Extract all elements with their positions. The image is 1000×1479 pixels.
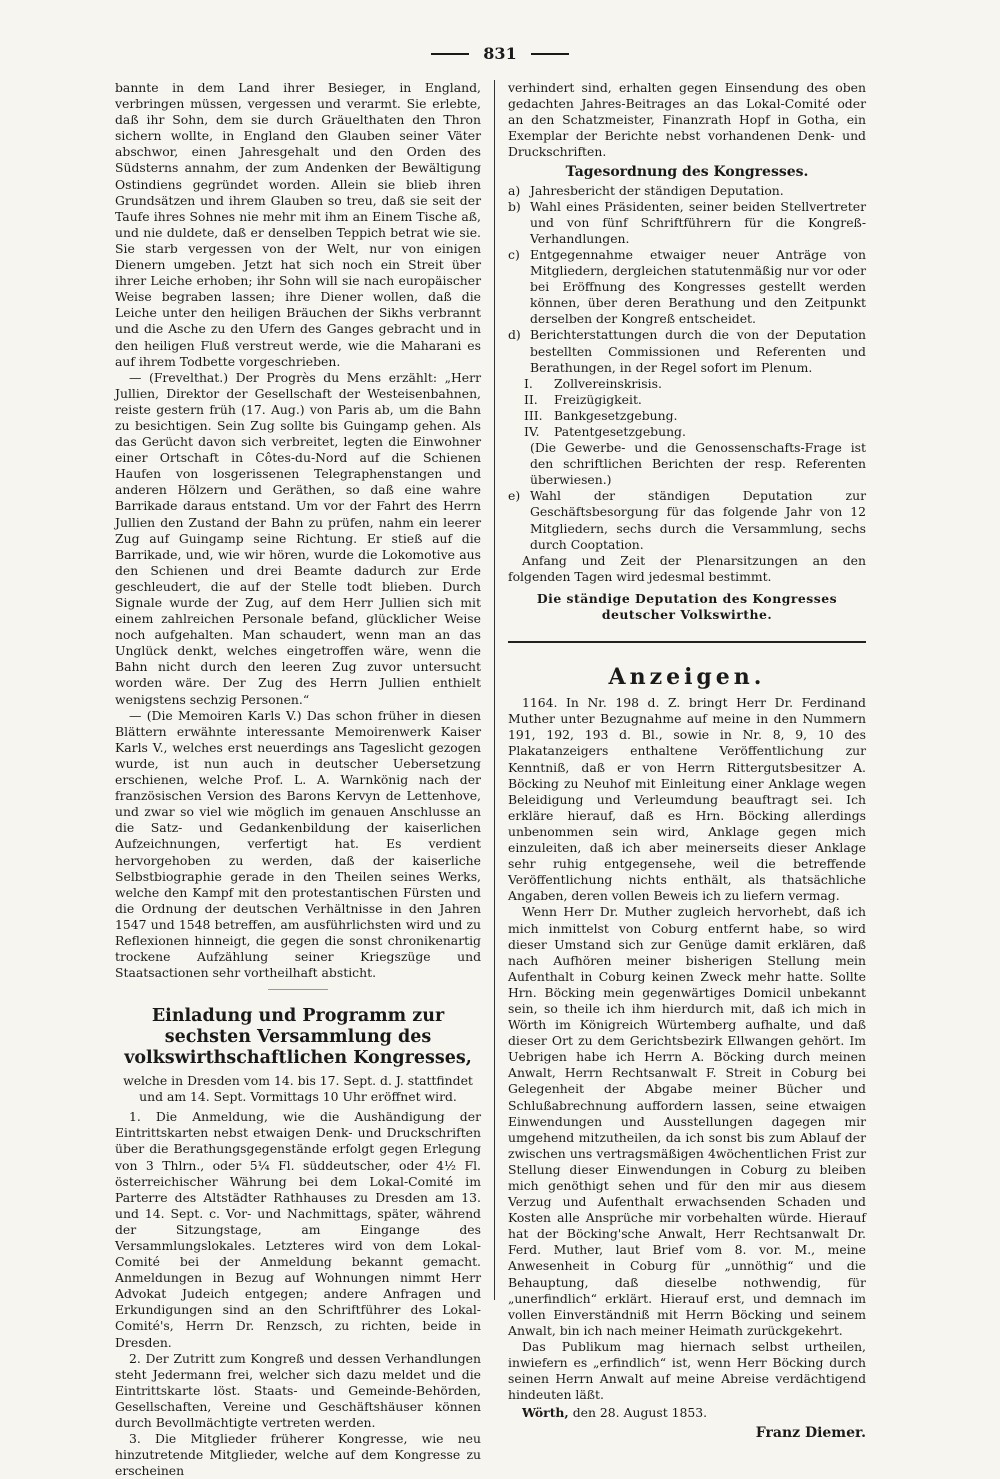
ad-date-line <box>508 1405 866 1421</box>
agenda-item-label: c) <box>508 246 520 262</box>
agenda-item-label: a) <box>508 182 521 198</box>
ad-paragraph: Das Publikum mag hiernach selbst urtheilen, inwiefern es „erfindlich“ ist, wenn Herr Böcking durch seinen Herrn Anwalt auf meine Abreise verdächtigend hindeuten läßt. <box>508 1338 866 1403</box>
ads-title: Anzeigen. <box>608 664 766 691</box>
news-paragraph: — (Frevelthat.) Der Progrès du Mens erzählt: „Herr Jullien, Direktor der Gesellschaft der Westeisenbahnen, reiste gestern früh (17. Aug.) von Paris ab, um die Bahn zu besichtigen. Sein Zug sollte bis Guingamp gehen. Als das Gerücht davon sich verbreitet, legten die Einwohner einer Ortschaft in Côtes-du-Nord auf die Schienen Haufen von losgerissenen Telegraphenstangen und anderen Hölzern und Geräthen, so daß eine wahre Barrikade daraus entstand. Um vor der Fahrt des Herrn Jullien den Zustand der Bahn zu prüfen, nahm ein leerer Zug auf Guingamp seine Richtung. Er stieß auf die Barrikade, und, wie wir hören, wurde die Lokomotive aus den Schienen und drei Beamte dadurch zur Erde geschleudert, die auf der Stelle todt blieben. Durch Signale wurde der Zug, auf dem Herr Jullien sich mit einem zahlreichen Personale befand, glücklicher Weise noch aufgehalten. Man schaudert, wenn man an das Unglück denkt, welches eingetroffen wäre, wenn die Bahn nicht durch den leeren Zug zuvor untersucht worden wäre. Der Zug des Herrn Jullien enthielt wenigstens sechzig Personen.“ <box>115 369 481 707</box>
invitation-subtitle: welche in Dresden vom 14. bis 17. Sept. d. J. stattfindet und am 14. Sept. Vormittags 10 Uhr eröffnet wird. <box>123 1073 473 1105</box>
agenda-subitem <box>508 376 866 392</box>
agenda-item-text: Entgegennahme etwaiger neuer Anträge von Mitgliedern, dergleichen statutenmäßig nur vor oder bei Eröffnung des Kongresses gestellt werden können, über deren Berathung und den Zeitpunkt derselben der Kongreß entscheidet. <box>530 246 866 327</box>
agenda-subitem <box>508 424 866 440</box>
agenda-item-text: Berichterstattungen durch die von der Deputation bestellten Commissionen und Referenten und Berathungen, in der Regel sofort im Plenum. <box>530 327 866 375</box>
page-header <box>0 44 1000 63</box>
agenda-closing: Anfang und Zeit der Plenarsitzungen an den folgenden Tagen wird jedesmal bestimmt. <box>508 552 866 584</box>
agenda-item-label: b) <box>508 198 521 214</box>
ad-place: Wörth, <box>522 1405 569 1421</box>
agenda-item-text: Jahresbericht der ständigen Deputation. <box>530 182 784 198</box>
agenda-item <box>508 199 866 247</box>
news-paragraph: bannte in dem Land ihrer Besieger, in England, verbringen müssen, vergessen und verarmt. Sie erlebte, daß ihr Sohn, dem sie durch Gräuelthaten den Thron sichern wollte, in England den Glauben seiner Väter abschwor, einen Jahresgehalt und den Orden des Südsterns annahm, der zum Andenken der Bewältigung Ostindiens gegründet worden. Allein sie blieb ihren Grundsätzen und ihrem Glauben so treu, daß sie seit der Taufe ihres Sohnes nie mehr mit ihm an Einem Tische aß, und nie duldete, daß er denselben Teppich betrat wie sie. Sie starb vergessen von der Welt, nur von einigen Dienern umgeben. Jetzt hat sich noch ein Streit über ihrer Leiche erhoben; ihr Sohn will sie nach europäischer Weise begraben lassen; ihre Diener wollen, daß die Leiche unter den heiligen Bräuchen der Sikhs verbrannt und die Asche zu den Ufern des Ganges gebracht und in den heiligen Fluß verstreut werde, wie die Maharani es auf ihrem Todbette vorgeschrieben. <box>115 80 481 369</box>
agenda-subitem-text: Bankgesetzgebung. <box>554 407 678 423</box>
column-divider <box>494 80 495 1300</box>
section-divider <box>268 989 328 990</box>
agenda-subitem <box>508 408 866 424</box>
right-column <box>508 80 866 1442</box>
ad-paragraph: Wenn Herr Dr. Muther zugleich hervorhebt, daß ich mich inmittelst von Coburg entfernt habe, so wird dieser Umstand sich zur Genüge damit erklären, daß nach Aufhören meiner bisherigen Stellung mein Aufenthalt in Coburg keinen Zweck mehr hatte. Sollte Hrn. Böcking mein gegenwärtiges Domicil unbekannt sein, so theile ich ihm hierdurch mit, daß ich mich in Wörth im Königreich Würtemberg aufhalte, und daß dieser Ort zu dem Gerichtsbezirk Ellwangen gehört. Im Uebrigen habe ich Herrn A. Böcking durch meinen Anwalt, Herrn Rechtsanwalt F. Streit in Coburg bei Gelegenheit der Abgabe meiner Bücher und Schlußabrechnung auffordern lassen, seine etwaigen Einwendungen und Ausstellungen dagegen mir umgehend mitzutheilen, da ich sonst bis zum Ablauf der zwischen uns vertragsmäßigen 4wöchentlichen Frist zur Stellung dieser Einwendungen in Coburg zu bleiben mich genöthigt sehen und für den mir aus diesem Verzug und Aufenthalt erwachsenden Schaden und Kosten alle Ansprüche mir vorbehalten würde. Hierauf hat der Böcking'sche Anwalt, Herr Rechtsanwalt Dr. Ferd. Muther, laut Brief vom 8. vor. M., meine Anwesenheit in Coburg für „unnöthig“ und die Behauptung, daß dieselbe nothwendig, für „unerfindlich“ erklärt. Hierauf erst, und demnach im vollen Einverständniß mit Herrn Böcking und seinem Anwalt, bin ich nach meiner Heimath zurückgekehrt. <box>508 904 866 1338</box>
invitation-item: 1. Die Anmeldung, wie die Aushändigung der Eintrittskarten nebst etwaigen Denk- und Druckschriften über die Berathungsgegenstände erfolgt gegen Erlegung von 3 Thlrn., oder 5¼ Fl. süddeutscher, oder 4½ Fl. österreichischer Währung bei dem Lokal-Comité im Parterre des Altstädter Rathhauses zu Dresden am 13. und 14. Sept. c. Vor- und Nachmittags, später, während der Sitzungstage, am Eingange des Versammlungslokales. Letzteres wird von dem Lokal-Comité bei der Anmeldung bekannt gemacht. Anmeldungen in Bezug auf Wohnungen nimmt Herr Advokat Judeich entgegen; andere Anfragen und Erkundigungen sind an den Schriftführer des Lokal-Comité's, Herrn Dr. Renzsch, zu richten, beide in Dresden. <box>115 1109 481 1350</box>
ad-date: den 28. August 1853. <box>572 1405 708 1421</box>
agenda-item <box>508 327 866 375</box>
agenda-subitem-text: Patentgesetzgebung. <box>554 423 686 439</box>
ad-author: Franz Diemer. <box>755 1425 866 1442</box>
invitation-item: 3. Die Mitglieder früherer Kongresse, wie neu hinzutretende Mitglieder, welche auf dem Kongresse zu erscheinen <box>115 1431 481 1479</box>
left-column <box>115 80 481 1479</box>
agenda-item-text: Wahl eines Präsidenten, seiner beiden Stellvertreter und von fünf Schriftführern für die Kongreß-Verhandlungen. <box>530 198 866 246</box>
invitation-continuation: verhindert sind, erhalten gegen Einsendung des oben gedachten Jahres-Beitrages an das Lokal-Comité oder an den Schatzmeister, Finanzrath Hopf in Gotha, ein Exemplar der Berichte nebst vorhandenen Denk- und Druckschriften. <box>508 80 866 160</box>
header-dash-right <box>531 53 569 55</box>
agenda-item <box>508 247 866 327</box>
agenda-subitem-label: III. <box>524 407 543 423</box>
agenda-subitem-label: II. <box>524 391 538 407</box>
deputation-signature: Die ständige Deputation des Kongresses deutscher Volkswirthe. <box>536 590 838 622</box>
ad-paragraph: 1164. In Nr. 198 d. Z. bringt Herr Dr. Ferdinand Muther unter Bezugnahme auf meine in den Nummern 191, 192, 193 d. Bl., sowie in Nr. 8, 9, 10 des Plakatanzeigers enthaltene Veröffentlichung zur Kenntniß, daß er von Herrn Rittergutsbesitzer A. Böcking zu Neuhof mit Einleitung einer Anklage wegen Beleidigung und Verleumdung beauftragt sei. Ich erkläre hierauf, daß es Hrn. Böcking allerdings unbenommen sein wird, Anklage gegen mich einzuleiten, daß ich aber meinerseits dieser Anklage sehr ruhig entgegensehe, weil die betreffende Veröffentlichung nichts enthält, als thatsächliche Angaben, deren vollen Beweis ich zu liefern vermag. <box>508 695 866 904</box>
invitation-item: 2. Der Zutritt zum Kongreß und dessen Verhandlungen steht Jedermann frei, welcher sich dazu meldet und die Eintrittskarte löst. Staats- und Gemeinde-Behörden, Gesellschaften, Vereine und Geschäftshäuser können durch Bevollmächtigte vertreten werden. <box>115 1350 481 1431</box>
agenda-item-label: d) <box>508 327 521 343</box>
news-paragraph: — (Die Memoiren Karls V.) Das schon früher in diesen Blättern erwähnte interessante Memoirenwerk Kaiser Karls V., welches erst neuerdings ans Tageslicht gezogen wurde, ist nun auch in deutscher Uebersetzung erschienen, welche Prof. L. A. Warnkönig nach der französischen Version des Barons Kervyn de Lettenhove, und zwar so viel wie möglich im genauen Anschlusse an die Satz- und Gedankenbildung der kaiserlichen Aufzeichnungen, verfertigt hat. Es verdient hervorgehoben zu werden, daß der kaiserliche Selbstbiographie gerade in den Theilen seines Werks, welche den Kampf mit den protestantischen Fürsten und die Ordnung der deutschen Verhältnisse in den Jahren 1547 und 1548 betreffen, am ausführlichsten wird und zu Reflexionen hinneigt, die gegen die sonst chronikenartig trockene Aufzählung seiner Kriegszüge und Staatsactionen sehr vortheilhaft absticht. <box>115 707 481 981</box>
agenda-note: (Die Gewerbe- und die Genossenschafts-Frage ist den schriftlichen Berichten der resp. Referenten überwiesen.) <box>530 440 866 488</box>
header-dash-left <box>431 53 469 55</box>
invitation-title: Einladung und Programm zur sechsten Versammlung des volkswirthschaftlichen Kongresses, <box>124 1006 472 1069</box>
agenda-subitem <box>508 392 866 408</box>
agenda-item-text: Wahl der ständigen Deputation zur Geschäftsbesorgung für das folgende Jahr von 12 Mitgliedern, sechs durch die Versammlung, sechs durch Cooptation. <box>530 488 866 552</box>
agenda-subitem-label: IV. <box>524 423 540 439</box>
page-number: 831 <box>483 44 517 63</box>
agenda-title: Tagesordnung des Kongresses. <box>565 164 809 181</box>
agenda-item-label: e) <box>508 488 521 504</box>
section-rule <box>508 641 866 643</box>
agenda-item <box>508 488 866 552</box>
agenda-item <box>508 183 866 199</box>
agenda-subitem-text: Freizügigkeit. <box>554 391 642 407</box>
agenda-subitem-label: I. <box>524 375 533 391</box>
agenda-subitem-text: Zollvereinskrisis. <box>554 375 662 391</box>
